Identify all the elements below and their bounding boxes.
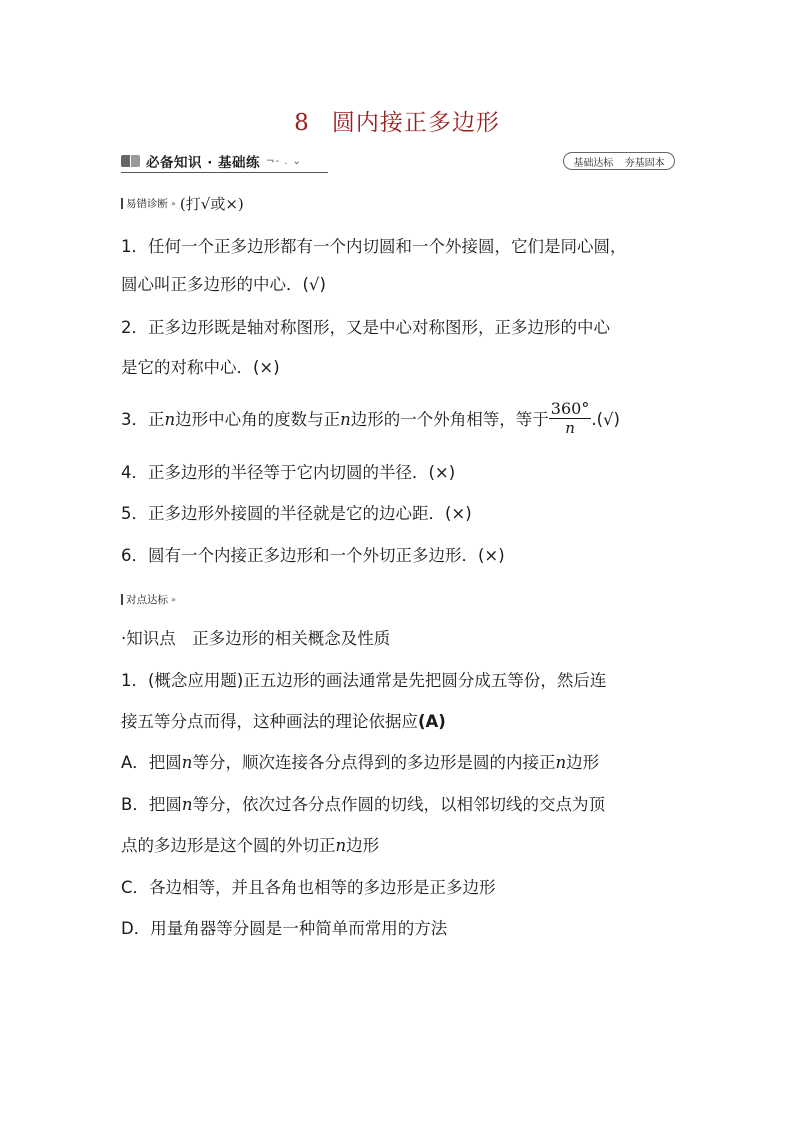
variable-n: n bbox=[181, 753, 193, 772]
section-header-errors bbox=[121, 193, 244, 214]
variable-n: n bbox=[335, 836, 347, 855]
knowledge-point: ·知识点 正多边形的相关概念及性质 bbox=[121, 629, 391, 648]
option-c: C．各边相等，并且各角也相等的多边形是正多边形 bbox=[121, 878, 496, 897]
section-banner bbox=[121, 150, 675, 172]
option-d: D．用量角器等分圆是一种简单而常用的方法 bbox=[121, 919, 448, 938]
banner-decoration: ¬- . ⌄ bbox=[266, 155, 302, 167]
variable-n: n bbox=[555, 753, 567, 772]
question-stem: 1．(概念应用题)正五边形的画法通常是先把圆分成五等份，然后连 bbox=[121, 671, 607, 690]
judgment-line: 圆心叫正多边形的中心．(√) bbox=[121, 275, 326, 294]
banner-left-tag bbox=[121, 150, 328, 173]
answer-label: (A) bbox=[418, 712, 446, 731]
section-bar bbox=[121, 594, 123, 605]
question-stem: 接五等分点而得，这种画法的理论依据应(A) bbox=[121, 712, 446, 731]
page-title bbox=[0, 104, 794, 137]
judgment-line: 3．正n边形中心角的度数与正n边形的一个外角相等，等于 $\frac{360^\circ}{n}$ .(√) bbox=[121, 399, 620, 437]
banner-left-label: 必备知识 · 基础练 bbox=[146, 155, 261, 171]
judgment-line: 2．正多边形既是轴对称图形，又是中心对称图形，正多边形的中心 bbox=[121, 318, 610, 337]
section-label: 易错诊断 bbox=[126, 198, 168, 210]
judgment-line: 1．任何一个正多边形都有一个内切圆和一个外接圆，它们是同心圆， bbox=[121, 237, 627, 256]
option-b-continued: 点的多边形是这个圆的外切正n边形 bbox=[121, 836, 380, 855]
option-a: A．把圆n等分，顺次连接各分点得到的多边形是圆的内接正n边形 bbox=[121, 753, 600, 772]
book-icon bbox=[121, 153, 141, 169]
judgment-line: 是它的对称中心．(×) bbox=[121, 358, 280, 377]
banner-right-tag: 基础达标 夯基固本 bbox=[563, 152, 675, 170]
variable-n: n bbox=[340, 410, 351, 429]
section-header-practice bbox=[121, 592, 178, 607]
chevron-right-icon: » bbox=[171, 199, 176, 208]
judgment-line: 5．正多边形外接圆的半径就是它的边心距．(×) bbox=[121, 504, 472, 523]
variable-n: n bbox=[164, 410, 176, 429]
judgment-line: 4．正多边形的半径等于它内切圆的半径．(×) bbox=[121, 463, 456, 482]
chevron-right-icon: » bbox=[171, 595, 176, 604]
variable-n: n bbox=[181, 795, 193, 814]
fraction: $\frac{360^\circ}{n}$ bbox=[550, 399, 590, 437]
judgment-line: 6．圆有一个内接正多边形和一个外切正多边形．(×) bbox=[121, 546, 505, 565]
lesson-number: 8 bbox=[294, 110, 310, 136]
section-bar bbox=[121, 198, 123, 209]
section-label: 对点达标 bbox=[126, 594, 168, 606]
option-b: B．把圆n等分，依次过各分点作圆的切线，以相邻切线的交点为顶 bbox=[121, 795, 605, 814]
section-suffix: (打√或×) bbox=[179, 195, 244, 213]
lesson-title: 圆内接正多边形 bbox=[331, 110, 500, 136]
